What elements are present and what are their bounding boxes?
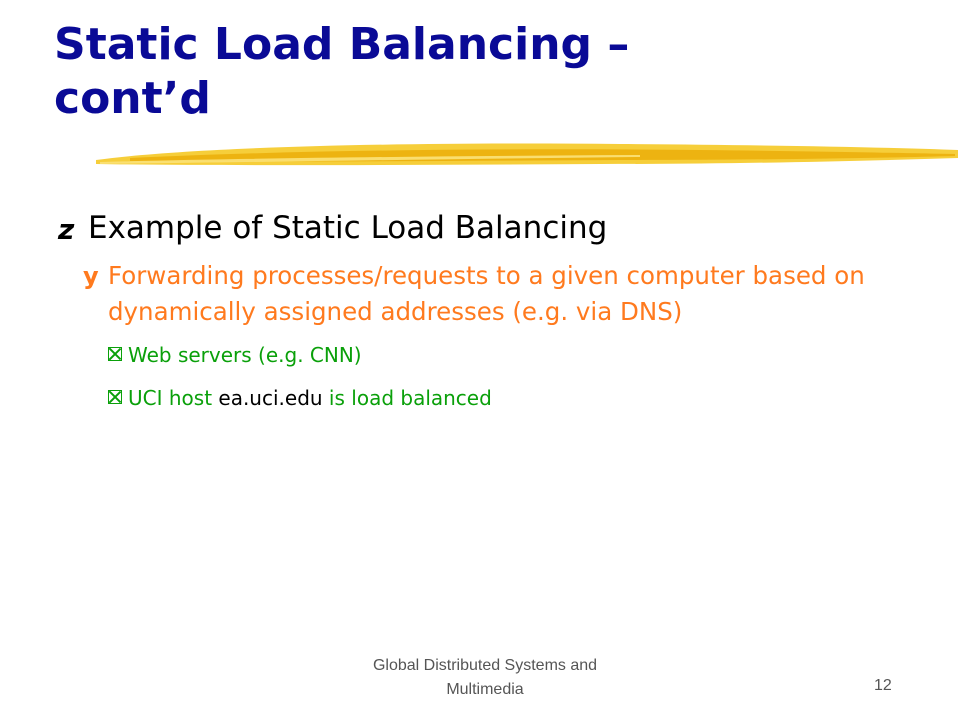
bullet-level2-text: Forwarding processes/requests to a given computer based on dynamically assigned addresses (e.g. via DNS) — [108, 261, 865, 326]
footer-line1: Global Distributed Systems and — [372, 657, 598, 674]
bullet-uci-text-after: is load balanced — [322, 386, 492, 410]
bullet-y-icon: y — [83, 262, 99, 290]
slide-footer — [330, 654, 640, 702]
footer-line2: Multimedia — [446, 681, 524, 698]
slide-title-line2: cont’d — [54, 73, 211, 124]
bullet-level3-uci-host — [108, 381, 918, 416]
checkbox-x-icon — [108, 347, 122, 361]
slide-title-line1: Static Load Balancing – — [54, 19, 630, 70]
checkbox-x-icon — [108, 390, 122, 404]
bullet-list — [58, 208, 918, 416]
slide-title — [54, 18, 914, 126]
bullet-uci-text-before: UCI host — [128, 386, 219, 410]
bullet-level1-text: Example of Static Load Balancing — [88, 210, 608, 246]
bullet-level2 — [83, 258, 918, 330]
title-underline-brushstroke — [0, 128, 960, 178]
hostname-text: ea.uci.edu — [218, 386, 323, 410]
bullet-level1 — [58, 208, 918, 248]
bullet-z-icon: z — [58, 213, 75, 246]
bullet-level3-text: Web servers (e.g. CNN) — [128, 343, 362, 367]
bullet-level3-web-servers — [108, 338, 918, 373]
page-number: 12 — [874, 677, 892, 694]
